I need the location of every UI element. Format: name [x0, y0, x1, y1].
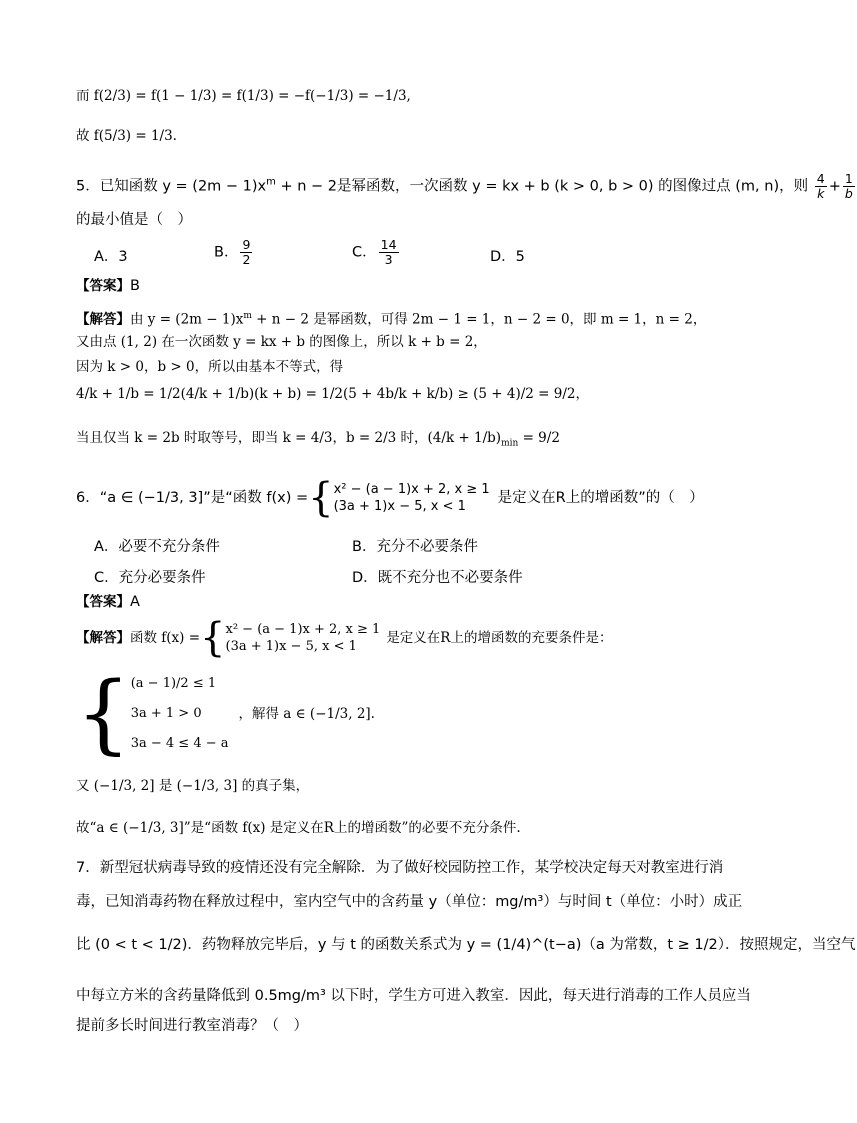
condition-1: (a − 1)/2 ≤ 1: [130, 676, 217, 691]
q5-stem-sup: m: [266, 176, 276, 188]
frac-den: 3: [384, 252, 393, 267]
explain-text-b: = 9/2: [518, 430, 560, 446]
option-frac: [240, 238, 252, 267]
explain-sup: m: [243, 311, 252, 321]
q6-condition-system: [76, 666, 754, 762]
q6-explain-piecewise: [226, 621, 381, 655]
explain-sub: min: [501, 438, 519, 449]
q5-stem-a: 5．已知函数 y = (2m − 1)x: [76, 178, 267, 195]
q5-option-c: [352, 238, 401, 267]
q6-stem: [76, 475, 754, 521]
q6-answer: [76, 592, 754, 612]
q6-explain-line-3: 故“a ∈ (−1/3, 3]”是“函数 f(x) 是定义在R上的增函数”的必要不充分条件.: [76, 820, 521, 836]
frac-den: k: [817, 186, 825, 201]
q5-explain-line-5: [76, 428, 754, 454]
q5-option-a: A．3: [94, 249, 128, 265]
q7-line-3: 比 (0 < t < 1/2)．药物释放完毕后，y 与 t 的函数关系式为 y = (1/4)^(t−a)（a 为常数，t ≥ 1/2）．按照规定，当空气: [76, 937, 856, 953]
q5-answer: [76, 276, 754, 296]
explain-text-b: 是定义在R上的增函数的充要条件是：: [386, 630, 613, 646]
answer-value: B: [130, 278, 140, 294]
explain-text-b: + n − 2 是幂函数，可得 2m − 1 = 1，n − 2 = 0，即 m = 1，n = 2，: [251, 311, 707, 328]
condition-list: [131, 669, 229, 759]
option-frac: [379, 238, 399, 267]
q6-explain-line-2: 又 (−1/3, 2] 是 (−1/3, 3] 的真子集，: [76, 778, 310, 794]
frac-num: 14: [380, 237, 397, 252]
frac-num: 1: [844, 171, 853, 186]
q5-explain-line-1: [76, 306, 754, 330]
explain-text: 由 y = (2m − 1)x: [130, 311, 244, 328]
q6-option-b: B．充分不必要条件: [352, 539, 478, 555]
explain-text: 当且仅当 k = 2b 时取等号，即当 k = 4/3，b = 2/3 时，(4/k + 1/b): [76, 430, 502, 446]
piece-1: x² − (a − 1)x + 2, x ≥ 1: [333, 482, 490, 497]
q6-stem-a: 6．“a ∈ (−1/3, 3]”是“函数 f(x) =: [76, 490, 309, 506]
condition-2: 3a + 1 > 0: [130, 706, 202, 721]
q7-line-2: 毒，已知消毒药物在释放过程中，室内空气中的含药量 y（单位：mg/m³）与时间 t（单位：小时）成正: [76, 894, 743, 910]
q6-piecewise: [334, 481, 490, 515]
q6-stem-b: 是定义在R上的增函数”的（ ）: [497, 490, 704, 506]
option-label: B．: [214, 244, 239, 261]
frac-num: 9: [242, 237, 251, 252]
brace-icon: {: [76, 664, 131, 764]
plus-sign: +: [828, 178, 841, 195]
q5-explain-line-3: 因为 k > 0，b > 0，所以由基本不等式，得: [76, 359, 344, 375]
explain-text: 函数 f(x) =: [130, 630, 201, 646]
q5-frac-1-over-b: [843, 172, 855, 201]
answer-tag: 【答案】: [76, 594, 130, 610]
q5-explain-line-4: 4/k + 1/b = 1/2(4/k + 1/b)(k + b) = 1/2(5 + 4b/k + k/b) ≥ (5 + 4)/2 = 9/2，: [76, 386, 590, 402]
piece-2: (3a + 1)x − 5, x < 1: [333, 499, 466, 514]
frac-den: b: [844, 186, 853, 201]
option-label: C．: [352, 244, 377, 261]
prev-solution-line-2: 故 f(5/3) = 1/3.: [76, 128, 177, 144]
q6-explain-line-1: [76, 615, 754, 661]
q7-line-1: 7．新型冠状病毒导致的疫情还没有完全解除．为了做好校园防控工作，某学校决定每天对教室进行消: [76, 860, 724, 876]
q7-line-5: 提前多长时间进行教室消毒？（ ）: [76, 1018, 308, 1034]
q5-stem: [76, 171, 853, 201]
answer-tag: 【答案】: [76, 278, 130, 294]
q5-explain-line-2: 又由点 (1, 2) 在一次函数 y = kx + b 的图像上，所以 k + b = 2，: [76, 334, 487, 350]
explain-tag: 【解答】: [76, 630, 130, 646]
brace-icon: {: [200, 615, 226, 661]
explain-tag: 【解答】: [76, 311, 130, 328]
answer-value: A: [130, 594, 140, 610]
condition-result: ，解得 a ∈ (−1/3, 2].: [238, 706, 375, 722]
frac-den: 2: [242, 252, 251, 267]
piece-2: (3a + 1)x − 5, x < 1: [225, 639, 357, 654]
piece-1: x² − (a − 1)x + 2, x ≥ 1: [225, 622, 381, 637]
q6-option-a: A．必要不充分条件: [94, 539, 220, 555]
q5-stem-b: + n − 2是幂函数，一次函数 y = kx + b (k > 0, b > 0) 的图像过点 (m, n)，则: [275, 178, 809, 195]
q7-line-4: 中每立方米的含药量降低到 0.5mg/m³ 以下时，学生方可进入教室．因此，每天进行消毒的工作人员应当: [76, 988, 751, 1004]
q6-option-c: C．充分必要条件: [94, 570, 206, 586]
q5-option-b: [214, 238, 254, 267]
frac-num: 4: [816, 171, 825, 186]
q5-stem-end: 的最小值是（ ）: [76, 212, 192, 228]
prev-solution-line-1: 而 f(2/3) = f(1 − 1/3) = f(1/3) = −f(−1/3) = −1/3,: [76, 88, 411, 104]
q6-option-d: D．既不充分也不必要条件: [352, 570, 523, 586]
q5-frac-4-over-k: [815, 172, 827, 201]
brace-icon: {: [308, 475, 334, 521]
condition-3: 3a − 4 ≤ 4 − a: [130, 736, 229, 751]
q5-option-d: D．5: [490, 249, 525, 265]
